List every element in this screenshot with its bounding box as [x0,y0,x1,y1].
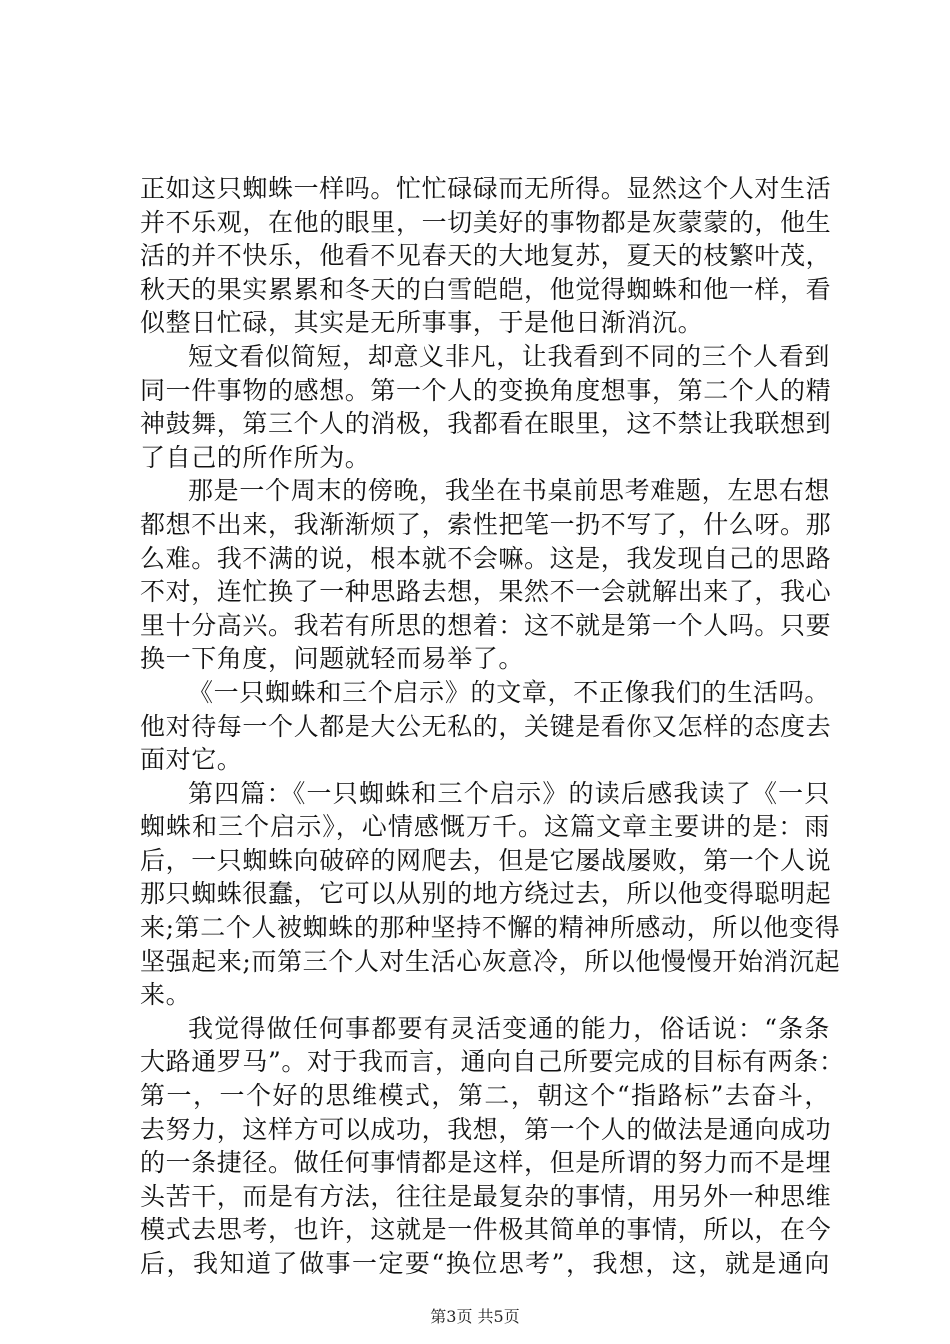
text-line: 并不乐观，在他的眼里，一切美好的事物都是灰蒙蒙的，他生 [140,207,832,237]
text-line: 模式去思考，也许，这就是一件极其简单的事情，所以，在今 [140,1215,832,1245]
text-line: 头苦干，而是有方法，往往是最复杂的事情，用另外一种思维 [140,1181,832,1211]
text-line: 蜘蛛和三个启示》，心情感慨万千。这篇文章主要讲的是：雨 [140,812,830,842]
text-line: 秋天的果实累累和冬天的白雪皑皑，他觉得蜘蛛和他一样，看 [140,274,832,304]
document-body [140,172,845,1281]
text-line: 大路通罗马”。对于我而言，通向自己所要完成的目标有两条： [140,1047,845,1077]
text-line: 活的并不快乐，他看不见春天的大地复苏，夏天的枝繁叶茂， [140,241,832,271]
text-line: 的一条捷径。做任何事情都是这样，但是所谓的努力而不是埋 [140,1148,832,1178]
page-footer [0,1306,950,1328]
text-line: 他对待每一个人都是大公无私的，关键是看你又怎样的态度去 [140,711,832,741]
text-line: 后，一只蜘蛛向破碎的网爬去，但是它屡战屡败，第一个人说 [140,845,832,875]
paragraph-first-line: 我觉得做任何事都要有灵活变通的能力，俗话说：“条条 [188,1013,830,1043]
paragraph-first-line: 短文看似简短，却意义非凡，让我看到不同的三个人看到 [188,341,830,371]
text-line: 神鼓舞，第三个人的消极，我都看在眼里，这不禁让我联想到 [140,409,832,439]
text-line: 都想不出来，我渐渐烦了，索性把笔一扔不写了，什么呀。那 [140,509,832,539]
text-line: 同一件事物的感想。第一个人的变换角度想事，第二个人的精 [140,375,832,405]
text-line: 那只蜘蛛很蠢，它可以从别的地方绕过去，所以他变得聪明起 [140,879,832,909]
text-line: 换一下角度，问题就轻而易举了。 [140,644,525,674]
text-line: 么难。我不满的说，根本就不会嘛。这是，我发现自己的思路 [140,543,832,573]
text-line: 不对，连忙换了一种思路去想，果然不一会就解出来了，我心 [140,577,832,607]
text-line: 似整日忙碌，其实是无所事事，于是他日渐消沉。 [140,308,704,338]
text-line: 去努力，这样方可以成功，我想，第一个人的做法是通向成功 [140,1114,832,1144]
text-line: 后，我知道了做事一定要“换位思考”，我想，这，就是通向 [140,1249,830,1278]
text-line: 第一，一个好的思维模式，第二，朝这个“指路标”去奋斗， [140,1081,830,1111]
text-line: 来。 [140,980,192,1010]
paragraph-first-line: 第四篇：《一只蜘蛛和三个启示》的读后感我读了《一只 [188,778,830,808]
paragraph-first-line: 那是一个周末的傍晚，我坐在书桌前思考难题，左思右想 [188,476,830,506]
text-line: 了自己的所作所为。 [140,442,371,472]
text-line: 里十分高兴。我若有所思的想着：这不就是第一个人吗。只要 [140,610,832,640]
text-line: 来;第二个人被蜘蛛的那种坚持不懈的精神所感动，所以他变得 [140,913,841,943]
text-line: 面对它。 [140,745,243,775]
page-number-label: 第3页 共5页 [430,1307,520,1326]
text-line: 正如这只蜘蛛一样吗。忙忙碌碌而无所得。显然这个人对生活 [140,174,832,203]
text-line: 坚强起来;而第三个人对生活心灰意冷，所以他慢慢开始消沉起 [140,946,841,976]
paragraph-first-line: 《一只蜘蛛和三个启示》的文章，不正像我们的生活吗。 [188,677,830,707]
